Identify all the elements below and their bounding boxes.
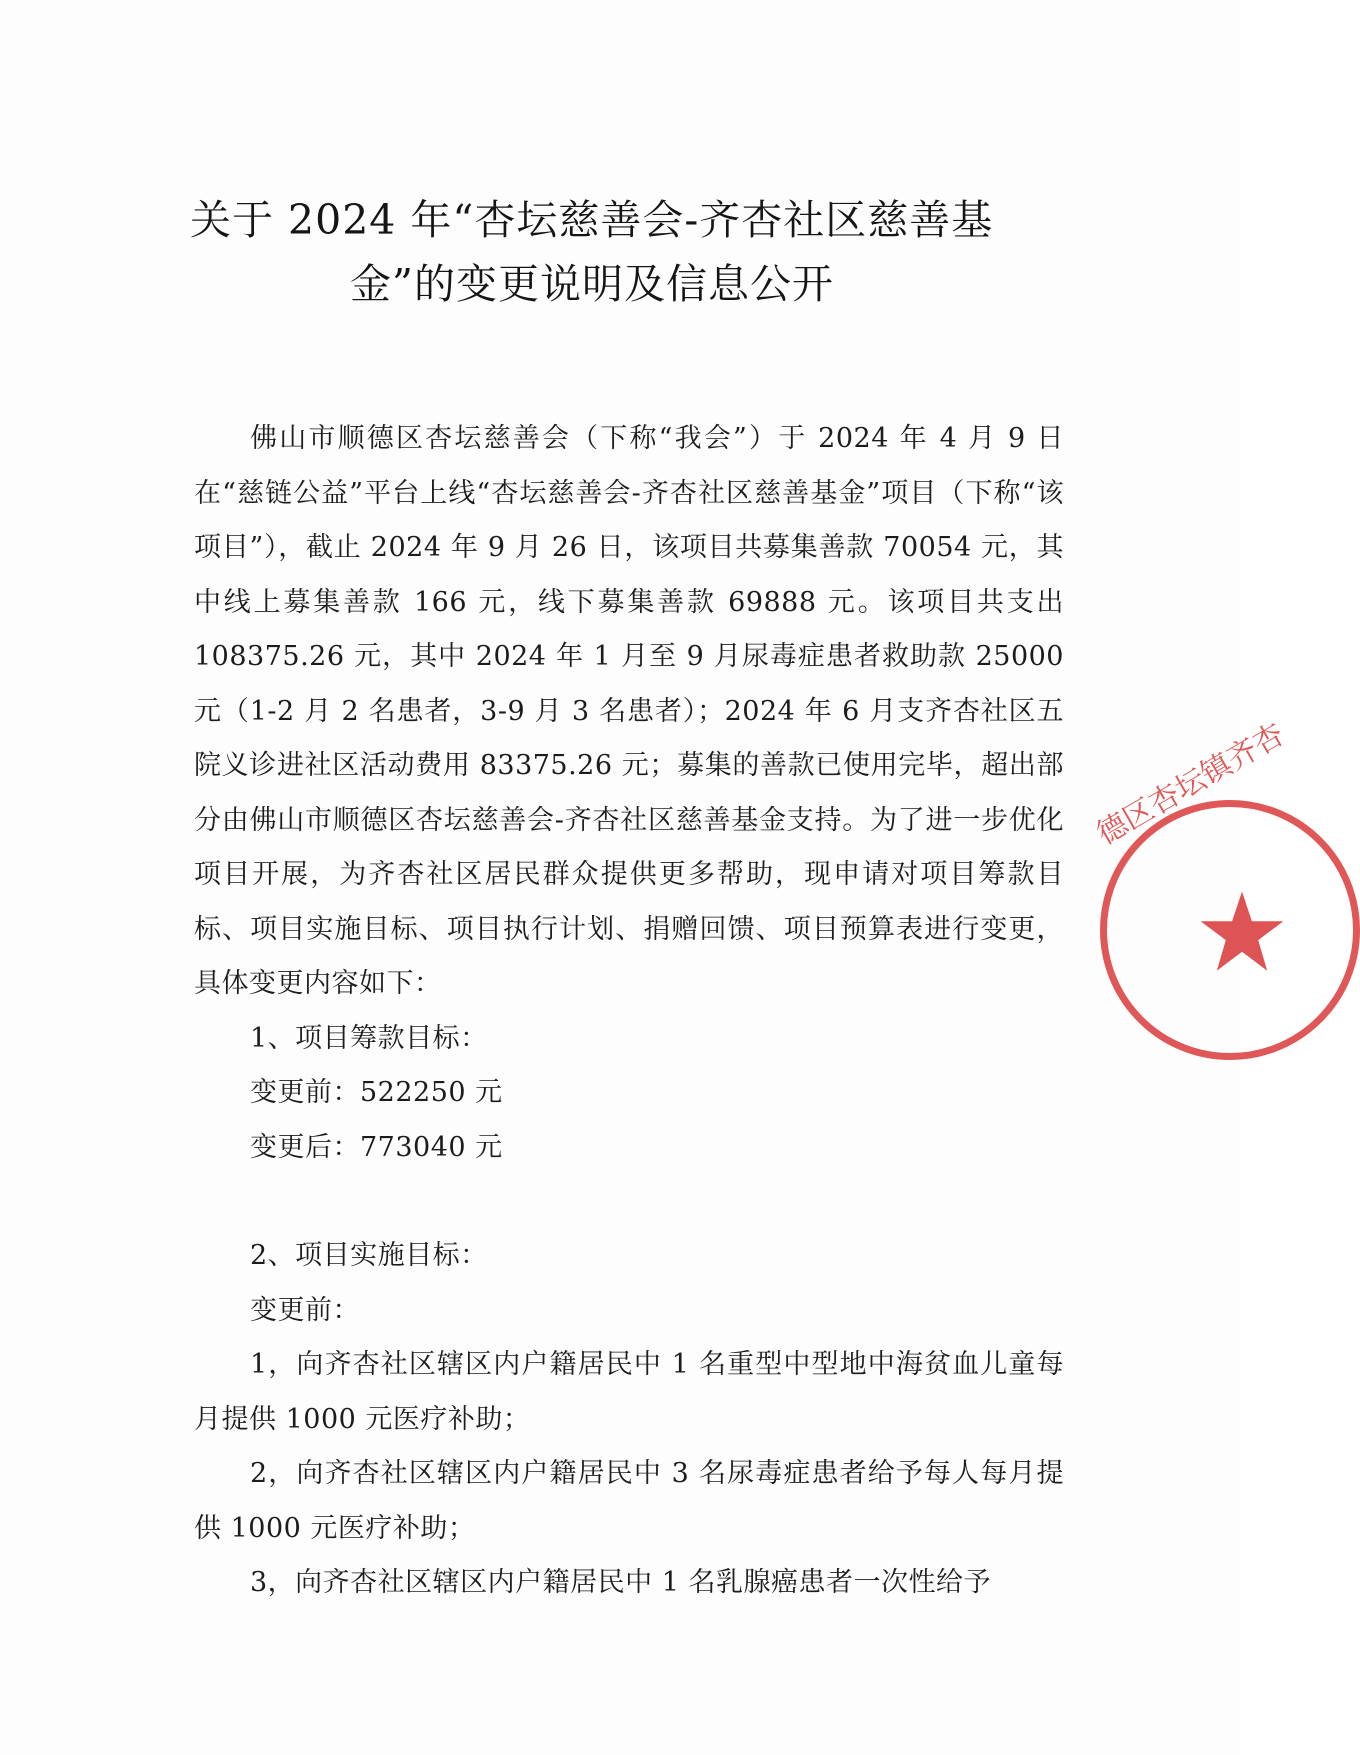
- page-title: [190, 188, 1070, 316]
- section-1-heading: 1、项目筹款目标：: [250, 1022, 488, 1054]
- section-2-before-label: 变更前：: [250, 1294, 360, 1326]
- document-body: [194, 412, 1064, 1611]
- seal-text: 德区杏坛镇齐杏: [1091, 716, 1291, 853]
- star-icon: [1197, 887, 1287, 977]
- section-2-item-3: 3，向齐杏社区辖区内户籍居民中 1 名乳腺癌患者一次性给予: [250, 1567, 992, 1598]
- official-seal: [1091, 716, 1360, 1060]
- section-1-before: 变更前：522250 元: [250, 1077, 503, 1108]
- title-line-2: 金”的变更说明及信息公开: [350, 260, 834, 308]
- section-2-item-2: 2，向齐杏社区辖区内户籍居民中 3 名尿毒症患者给予每人每月提供 1000 元医疗补助；: [194, 1458, 1064, 1544]
- paragraph-gap: [194, 1175, 1064, 1229]
- section-2-item-1: 1，向齐杏社区辖区内户籍居民中 1 名重型中型地中海贫血儿童每月提供 1000 元医疗补助；: [194, 1349, 1064, 1435]
- intro-paragraph: 佛山市顺德区杏坛慈善会（下称“我会”）于 2024 年 4 月 9 日在“慈链公益”平台上线“杏坛慈善会-齐杏社区慈善基金”项目（下称“该项目”），截止 2024 年 9 月 26 日，该项目共募集善款 70054 元，其中线上募集善款 166 元，线下募集善款 69888 元。该项目共支出 108375.26 元，其中 2024 年 1 月至 9 月尿毒症患者救助款 25000 元（1-2 月 2 名患者，3-9 月 3 名患者）；2024 年 6 月支齐杏社区五院义诊进社区活动费用 83375.26 元；募集的善款已使用完毕，超出部分由佛山市顺德区杏坛慈善会-齐杏社区慈善基金支持。为了进一步优化项目开展，为齐杏社区居民群众提供更多帮助，现申请对项目筹款目标、项目实施目标、项目执行计划、捐赠回馈、项目预算表进行变更，具体变更内容如下：: [194, 423, 1064, 999]
- section-1-after: 变更后：773040 元: [250, 1131, 503, 1163]
- section-2-heading: 2、项目实施目标：: [250, 1240, 488, 1271]
- title-line-1: 关于 2024 年“杏坛慈善会-齐杏社区慈善基: [190, 196, 994, 244]
